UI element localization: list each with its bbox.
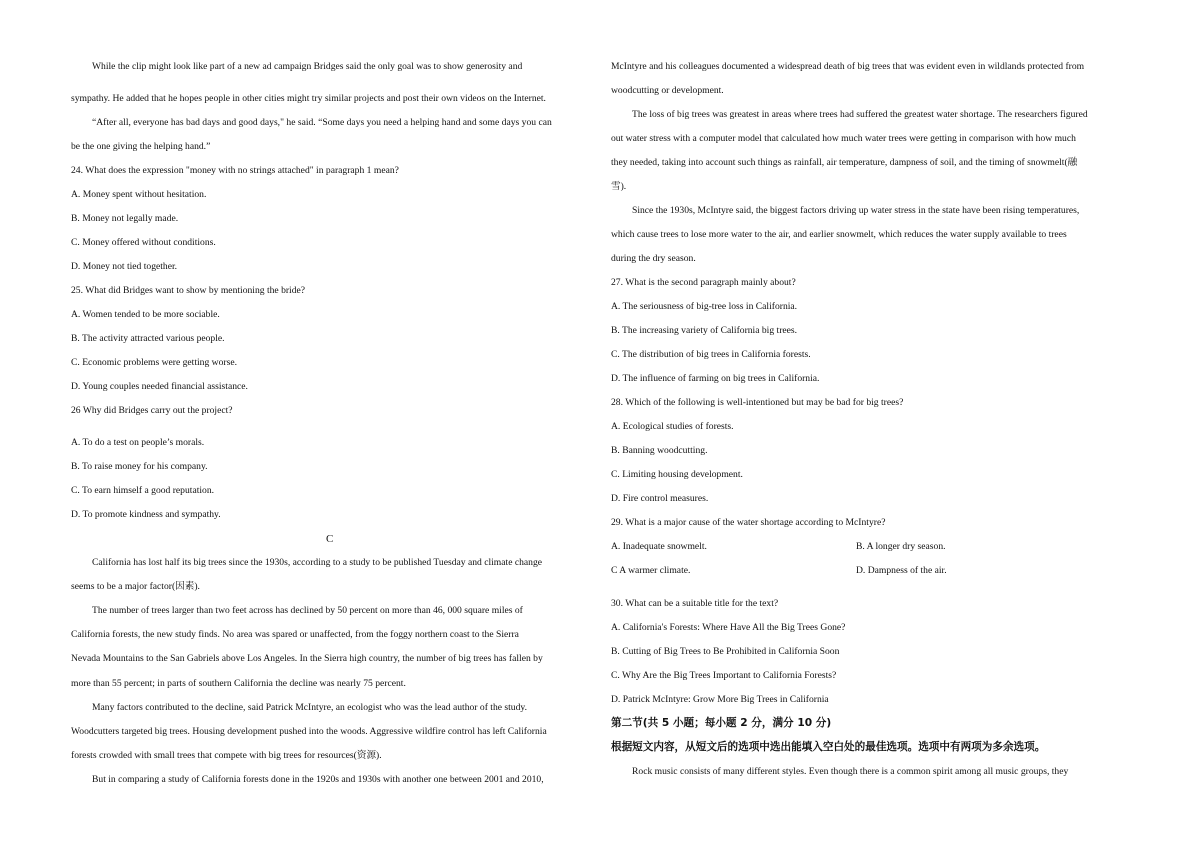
option-27b: B. The increasing variety of California big trees. <box>611 325 798 336</box>
paragraph-line: But in comparing a study of California forests done in the 1920s and 1930s with another one between 2001 and 2010, <box>92 774 544 785</box>
option-29c: C A warmer climate. <box>611 565 691 576</box>
option-27d: D. The influence of farming on big trees in California. <box>611 373 820 384</box>
section-2-instructions: 根据短文内容，从短文后的选项中选出能填入空白处的最佳选项。选项中有两项为多余选项。 <box>611 741 1046 753</box>
paragraph-line: seems to be a major factor(因素). <box>71 581 200 592</box>
paragraph-line: Rock music consists of many different styles. Even though there is a common spirit among all music groups, they <box>632 766 1069 777</box>
paragraph-line: more than 55 percent; in parts of southern California the decline was nearly 75 percent. <box>71 678 406 689</box>
question-26: 26 Why did Bridges carry out the project? <box>71 405 233 416</box>
question-28: 28. Which of the following is well-intentioned but may be bad for big trees? <box>611 397 904 408</box>
paragraph-line: out water stress with a computer model that calculated how much water trees were getting in comparison with how much <box>611 133 1076 144</box>
option-27a: A. The seriousness of big-tree loss in California. <box>611 301 798 312</box>
question-25: 25. What did Bridges want to show by mentioning the bride? <box>71 285 306 296</box>
section-c-heading: C <box>326 533 334 545</box>
question-27: 27. What is the second paragraph mainly about? <box>611 277 796 288</box>
paragraph-line: sympathy. He added that he hopes people in other cities might try similar projects and post their own videos on the Internet. <box>71 93 546 104</box>
paragraph-line: Nevada Mountains to the San Gabriels above Los Angeles. In the Sierra high country, the number of big trees has fallen by <box>71 653 543 664</box>
paragraph-line: during the dry season. <box>611 253 696 264</box>
option-30a: A. California's Forests: Where Have All the Big Trees Gone? <box>611 622 846 633</box>
option-29b: B. A longer dry season. <box>856 541 946 552</box>
option-26c: C. To earn himself a good reputation. <box>71 485 215 496</box>
paragraph-line: California has lost half its big trees since the 1930s, according to a study to be published Tuesday and climate change <box>92 557 543 568</box>
option-27c: C. The distribution of big trees in California forests. <box>611 349 811 360</box>
paragraph-line: California forests, the new study finds. No area was spared or unaffected, from the foggy northern coast to the Sierra <box>71 629 519 640</box>
paragraph-line: be the one giving the helping hand.” <box>71 141 211 152</box>
question-30: 30. What can be a suitable title for the text? <box>611 598 779 609</box>
paragraph-line: forests crowded with small trees that compete with big trees for resources(资源). <box>71 750 382 761</box>
paragraph-line: “After all, everyone has bad days and good days," he said. “Some days you need a helping hand and some days you can <box>92 117 552 128</box>
option-26b: B. To raise money for his company. <box>71 461 208 472</box>
option-28a: A. Ecological studies of forests. <box>611 421 734 432</box>
paragraph-line: While the clip might look like part of a new ad campaign Bridges said the only goal was to show generosity and <box>92 61 523 72</box>
paragraph-line: Woodcutters targeted big trees. Housing development pushed into the woods. Aggressive wildfire control has left California <box>71 726 547 737</box>
paragraph-line: which cause trees to lose more water to the air, and earlier snowmelt, which reduces the water supply available to trees <box>611 229 1067 240</box>
option-28b: B. Banning woodcutting. <box>611 445 708 456</box>
question-24: 24. What does the expression "money with no strings attached" in paragraph 1 mean? <box>71 165 399 176</box>
section-2-heading: 第二节(共 5 小题；每小题 2 分，满分 10 分) <box>611 717 832 729</box>
option-25d: D. Young couples needed financial assistance. <box>71 381 248 392</box>
paragraph-line: Since the 1930s, McIntyre said, the biggest factors driving up water stress in the state have been rising temperatures, <box>632 205 1080 216</box>
option-28c: C. Limiting housing development. <box>611 469 743 480</box>
option-29d: D. Dampness of the air. <box>856 565 947 576</box>
option-24a: A. Money spent without hesitation. <box>71 189 207 200</box>
question-29: 29. What is a major cause of the water shortage according to McIntyre? <box>611 517 886 528</box>
paragraph-line: Many factors contributed to the decline, said Patrick McIntyre, an ecologist who was the lead author of the study. <box>92 702 527 713</box>
option-24c: C. Money offered without conditions. <box>71 237 216 248</box>
paragraph-line: woodcutting or development. <box>611 85 724 96</box>
paragraph-line: they needed, taking into account such things as rainfall, air temperature, dampness of soil, and the timing of snowmelt(融 <box>611 157 1078 168</box>
option-24d: D. Money not tied together. <box>71 261 178 272</box>
option-28d: D. Fire control measures. <box>611 493 709 504</box>
paragraph-line: McIntyre and his colleagues documented a widespread death of big trees that was evident even in wildlands protected from <box>611 61 1085 72</box>
paragraph-line: The number of trees larger than two feet across has declined by 50 percent on more than 46, 000 square miles of <box>92 605 523 616</box>
option-25b: B. The activity attracted various people. <box>71 333 225 344</box>
option-30b: B. Cutting of Big Trees to Be Prohibited in California Soon <box>611 646 840 657</box>
option-26d: D. To promote kindness and sympathy. <box>71 509 221 520</box>
option-25c: C. Economic problems were getting worse. <box>71 357 237 368</box>
paragraph-line: 雪). <box>611 181 627 192</box>
option-29a: A. Inadequate snowmelt. <box>611 541 707 552</box>
option-30c: C. Why Are the Big Trees Important to California Forests? <box>611 670 837 681</box>
option-26a: A. To do a test on people’s morals. <box>71 437 205 448</box>
option-25a: A. Women tended to be more sociable. <box>71 309 220 320</box>
option-30d: D. Patrick McIntyre: Grow More Big Trees in California <box>611 694 829 705</box>
paragraph-line: The loss of big trees was greatest in areas where trees had suffered the greatest water shortage. The researchers figured <box>632 109 1088 120</box>
option-24b: B. Money not legally made. <box>71 213 179 224</box>
